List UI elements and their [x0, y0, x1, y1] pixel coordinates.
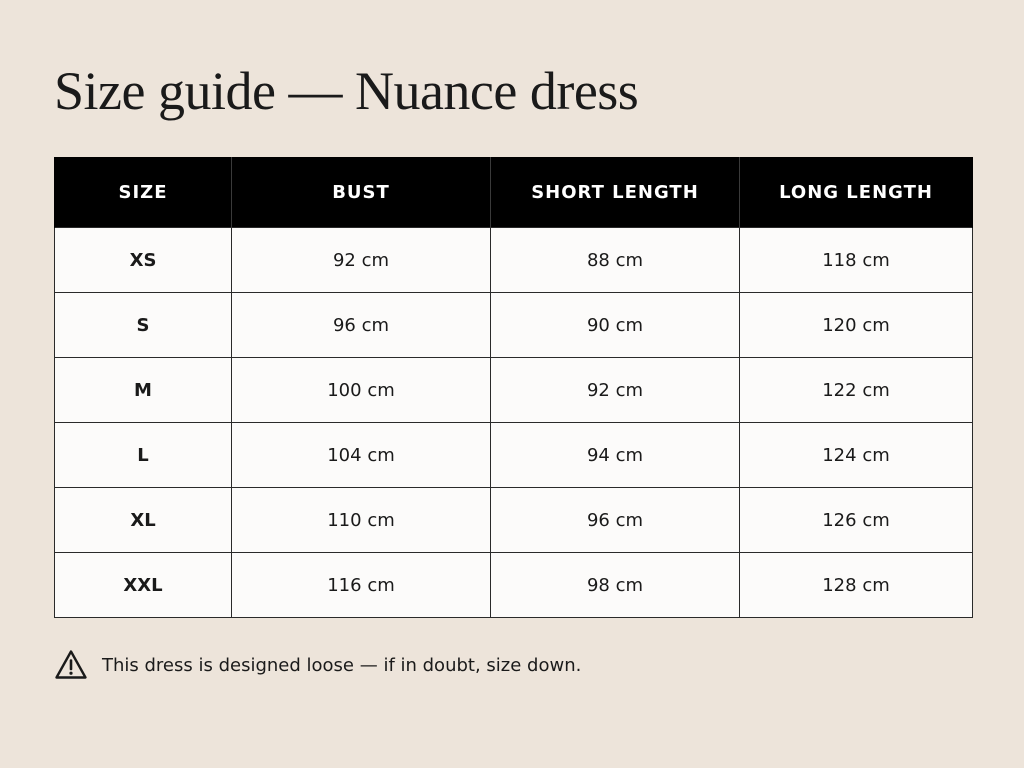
table-row	[55, 293, 973, 358]
long-length-cell: 118 cm	[740, 228, 973, 293]
page-title: Size guide — Nuance dress	[54, 61, 639, 121]
warning-icon	[54, 648, 88, 682]
short-length-cell: 92 cm	[491, 358, 740, 423]
bust-cell: 104 cm	[232, 423, 491, 488]
size-cell: XL	[55, 488, 232, 553]
table-row	[55, 228, 973, 293]
long-length-cell: 120 cm	[740, 293, 973, 358]
table-row	[55, 488, 973, 553]
size-cell: XXL	[55, 553, 232, 618]
short-length-cell: 94 cm	[491, 423, 740, 488]
size-cell: XS	[55, 228, 232, 293]
column-header-short-length: SHORT LENGTH	[491, 157, 740, 228]
column-header-long-length: LONG LENGTH	[740, 157, 973, 228]
short-length-cell: 96 cm	[491, 488, 740, 553]
size-cell: M	[55, 358, 232, 423]
table-row	[55, 423, 973, 488]
short-length-cell: 88 cm	[491, 228, 740, 293]
bust-cell: 96 cm	[232, 293, 491, 358]
short-length-cell: 90 cm	[491, 293, 740, 358]
table-row	[55, 358, 973, 423]
size-cell: S	[55, 293, 232, 358]
bust-cell: 92 cm	[232, 228, 491, 293]
long-length-cell: 128 cm	[740, 553, 973, 618]
bust-cell: 116 cm	[232, 553, 491, 618]
long-length-cell: 122 cm	[740, 358, 973, 423]
fit-note	[54, 648, 581, 682]
column-header-size: SIZE	[55, 157, 232, 228]
table-header-row	[55, 157, 973, 228]
bust-cell: 110 cm	[232, 488, 491, 553]
table-row	[55, 553, 973, 618]
fit-note-text: This dress is designed loose — if in doubt, size down.	[102, 654, 582, 676]
size-cell: L	[55, 423, 232, 488]
bust-cell: 100 cm	[232, 358, 491, 423]
long-length-cell: 126 cm	[740, 488, 973, 553]
short-length-cell: 98 cm	[491, 553, 740, 618]
column-header-bust: BUST	[232, 157, 491, 228]
size-table	[54, 157, 973, 618]
long-length-cell: 124 cm	[740, 423, 973, 488]
